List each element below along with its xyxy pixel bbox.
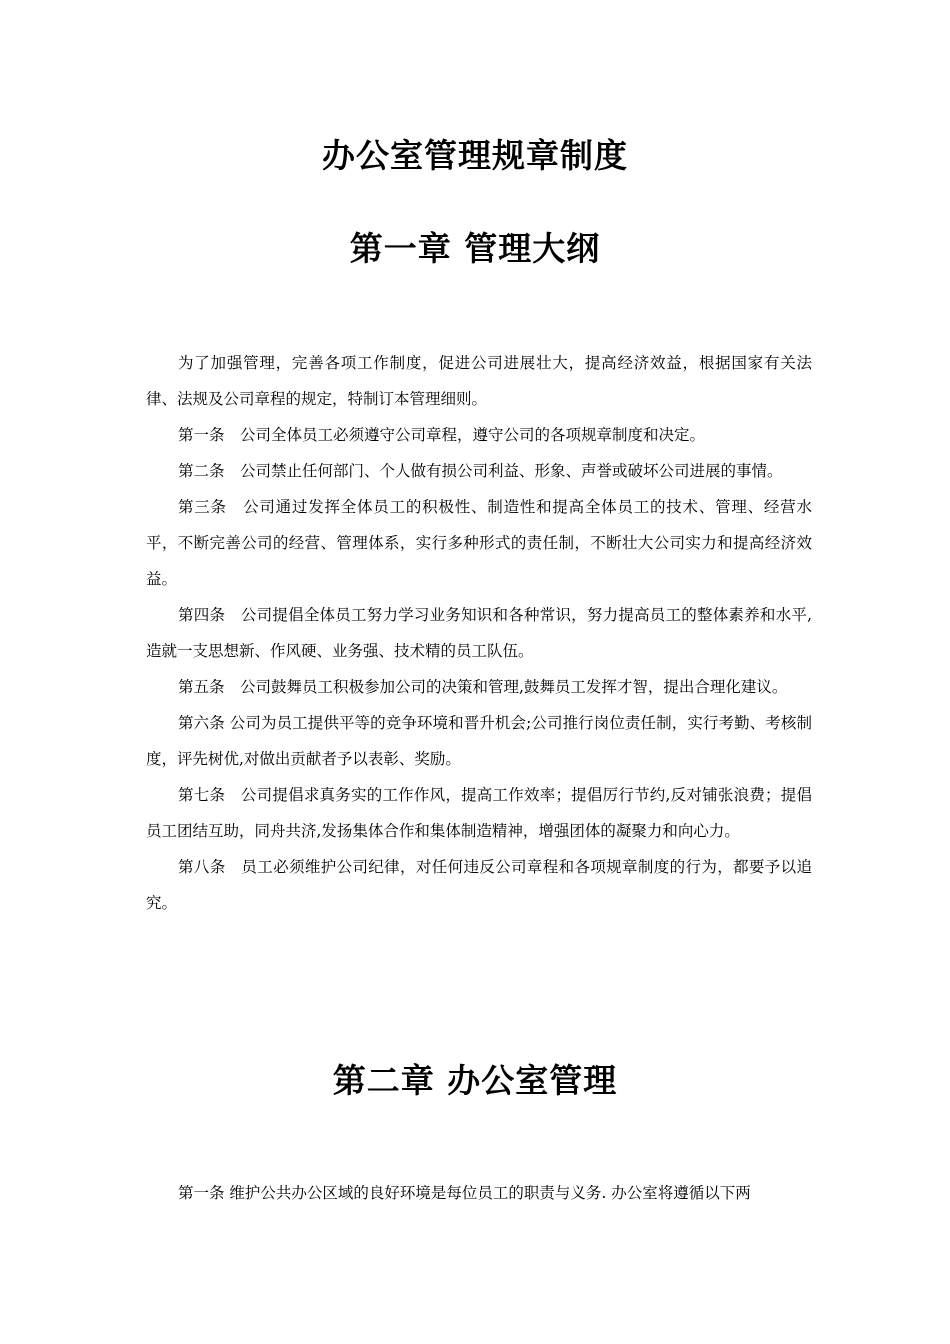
article-2: 第二条 公司禁止任何部门、个人做有损公司利益、形象、声誉或破坏公司进展的事情。 [178,462,783,480]
document-title: 办公室管理规章制度 [322,136,628,175]
paragraph: 为了加强管理，完善各项工作制度，促进公司进展壮大，提高经济效益，根据国家有关法律、法规及公司章程的规定，特制订本管理细则。 [146,354,812,408]
article-6: 第六条 公司为员工提供平等的竞争环境和晋升机会;公司推行岗位责任制，实行考勤、考核制度，评先树优,对做出贡献者予以表彰、奖励。 [146,714,812,768]
article-1: 第一条 维护公共办公区域的良好环境是每位员工的职责与义务. 办公室将遵循以下两 [178,1184,751,1202]
chapter-heading-1: 第一章 管理大纲 [349,229,601,268]
article-5: 第五条 公司鼓舞员工积极参加公司的决策和管理,鼓舞员工发挥才智，提出合理化建议。 [178,678,788,696]
article-3: 第三条 公司通过发挥全体员工的积极性、制造性和提高全体员工的技术、管理、经营水平，不断完善公司的经营、管理体系，实行多种形式的责任制，不断壮大公司实力和提高经济效益。 [146,498,812,588]
article-7: 第七条 公司提倡求真务实的工作作风，提高工作效率；提倡厉行节约,反对铺张浪费；提倡员工团结互助，同舟共济,发扬集体合作和集体制造精神，增强团体的凝聚力和向心力。 [146,786,812,840]
chapter-heading-2: 第二章 办公室管理 [332,1061,618,1100]
article-8: 第八条 员工必须维护公司纪律，对任何违反公司章程和各项规章制度的行为，都要予以追究。 [146,858,812,912]
article-4: 第四条 公司提倡全体员工努力学习业务知识和各种常识，努力提高员工的整体素养和水平,造就一支思想新、作风硬、业务强、技术精的员工队伍。 [146,606,812,660]
article-1: 第一条 公司全体员工必须遵守公司章程，遵守公司的各项规章制度和决定。 [178,426,706,444]
chapter-2-body [146,1175,812,1211]
chapter-1-body [146,345,812,921]
